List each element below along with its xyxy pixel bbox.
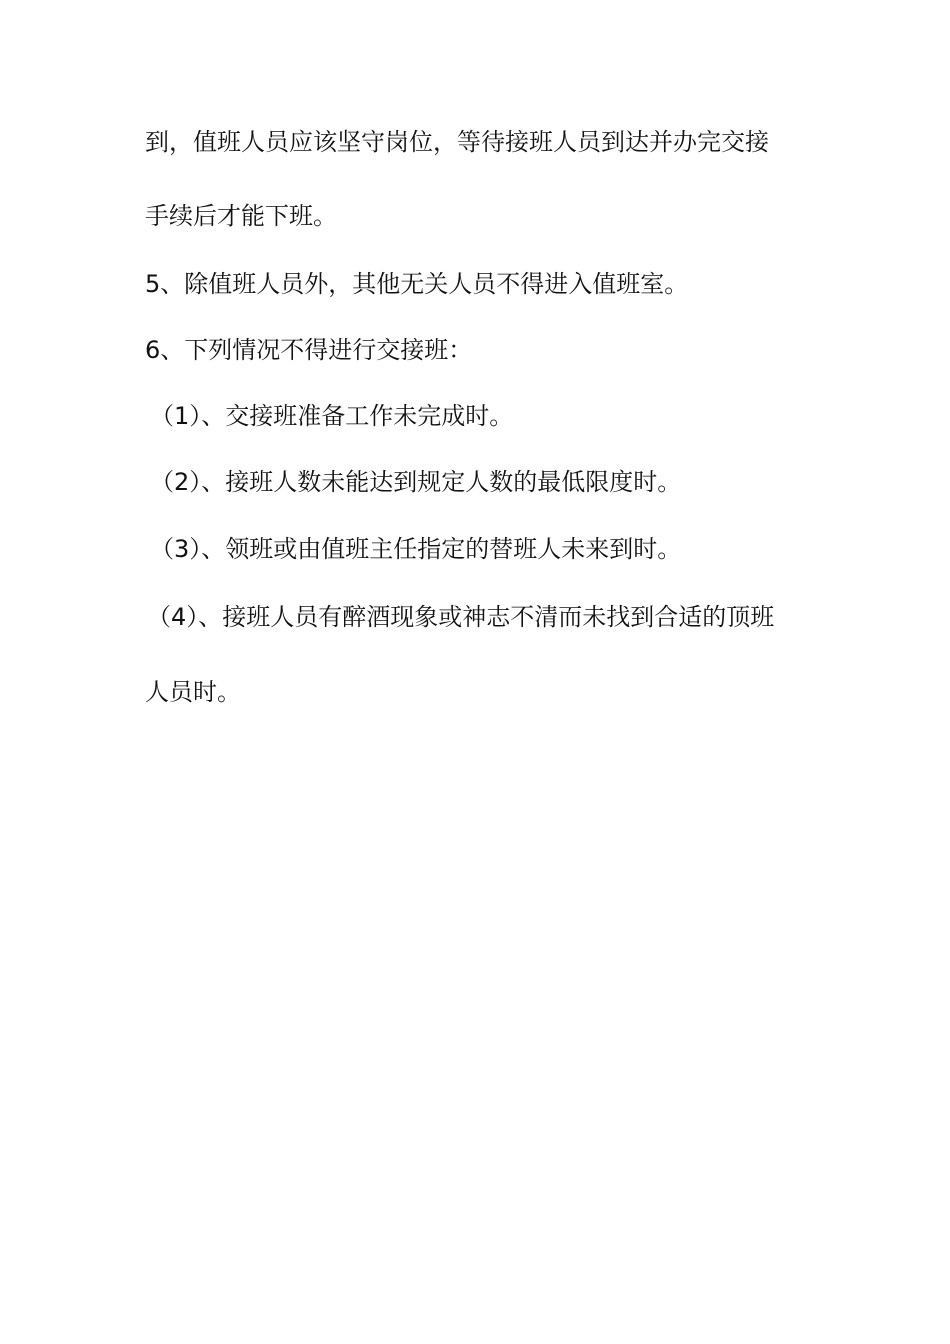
rule-item-5: 5、除值班人员外，其他无关人员不得进入值班室。 <box>145 270 689 298</box>
sub-item-2: （2）、接班人数未能达到规定人数的最低限度时。 <box>150 468 682 496</box>
rule-item-6: 6、下列情况不得进行交接班： <box>145 336 473 364</box>
paragraph-continuation-line: 手续后才能下班。 <box>145 202 337 230</box>
sub-item-1: （1）、交接班准备工作未完成时。 <box>150 402 514 430</box>
sub-item-3: （3）、领班或由值班主任指定的替班人未来到时。 <box>150 535 682 563</box>
sub-item-4: （4）、接班人员有醉酒现象或神志不清而未找到合适的顶班 <box>147 603 775 631</box>
sub-item-4-continuation: 人员时。 <box>145 678 241 706</box>
paragraph-continuation-line: 到，值班人员应该坚守岗位，等待接班人员到达并办完交接 <box>145 128 769 156</box>
